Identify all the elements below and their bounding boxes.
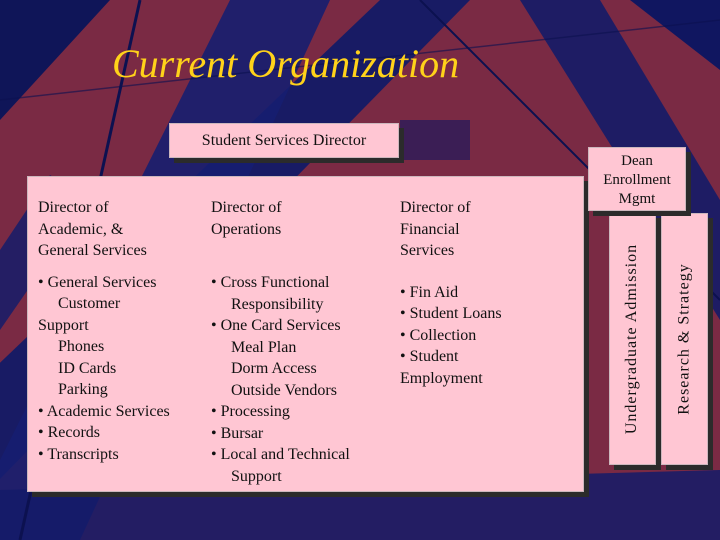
list-item: • Transcripts xyxy=(38,445,119,463)
column-heading: Director of Academic, & General Services xyxy=(38,199,147,259)
list-item: Support xyxy=(211,467,282,485)
research-strategy-box xyxy=(661,213,708,465)
list-item: Parking xyxy=(38,381,108,398)
column-heading: Director of Financial Services xyxy=(400,199,471,259)
list-item: • Academic Services xyxy=(38,402,170,420)
column-financial xyxy=(400,177,580,389)
column-items xyxy=(400,282,580,390)
page-title: Current Organization xyxy=(112,41,460,86)
list-item: Phones xyxy=(38,338,105,355)
list-item: • Records xyxy=(38,424,101,441)
directors-panel xyxy=(27,176,584,492)
research-strategy-label: Research & Strategy xyxy=(675,263,693,415)
undergraduate-admission-label: Undergraduate Admission xyxy=(623,243,641,435)
list-item: • Student xyxy=(400,348,459,365)
list-item: Responsibility xyxy=(211,295,324,313)
undergraduate-admission-box xyxy=(609,213,656,465)
column-items xyxy=(211,272,391,487)
list-item: • Processing xyxy=(211,403,290,420)
list-item: • Collection xyxy=(400,326,477,344)
list-item: • One Card Services xyxy=(211,317,341,334)
list-item: ID Cards xyxy=(38,359,117,377)
list-item: Employment xyxy=(400,369,483,387)
list-item: Dorm Access xyxy=(211,360,317,377)
list-item: • Cross Functional xyxy=(211,274,330,291)
list-item: Customer xyxy=(38,295,121,312)
column-operations xyxy=(211,177,391,487)
list-item: • Fin Aid xyxy=(400,283,459,301)
list-item: Support xyxy=(38,316,89,334)
column-items xyxy=(38,272,208,466)
list-item: Outside Vendors xyxy=(211,381,337,399)
dean-box: Dean Enrollment Mgmt xyxy=(588,147,686,211)
list-item: • Student Loans xyxy=(400,305,502,322)
list-item: • Bursar xyxy=(211,424,264,442)
director-box: Student Services Director xyxy=(169,123,399,158)
list-item: Meal Plan xyxy=(211,338,297,356)
column-heading: Director of Operations xyxy=(211,199,282,238)
list-item: • General Services xyxy=(38,273,157,291)
list-item: • Local and Technical xyxy=(211,446,350,463)
column-academic xyxy=(38,177,208,465)
